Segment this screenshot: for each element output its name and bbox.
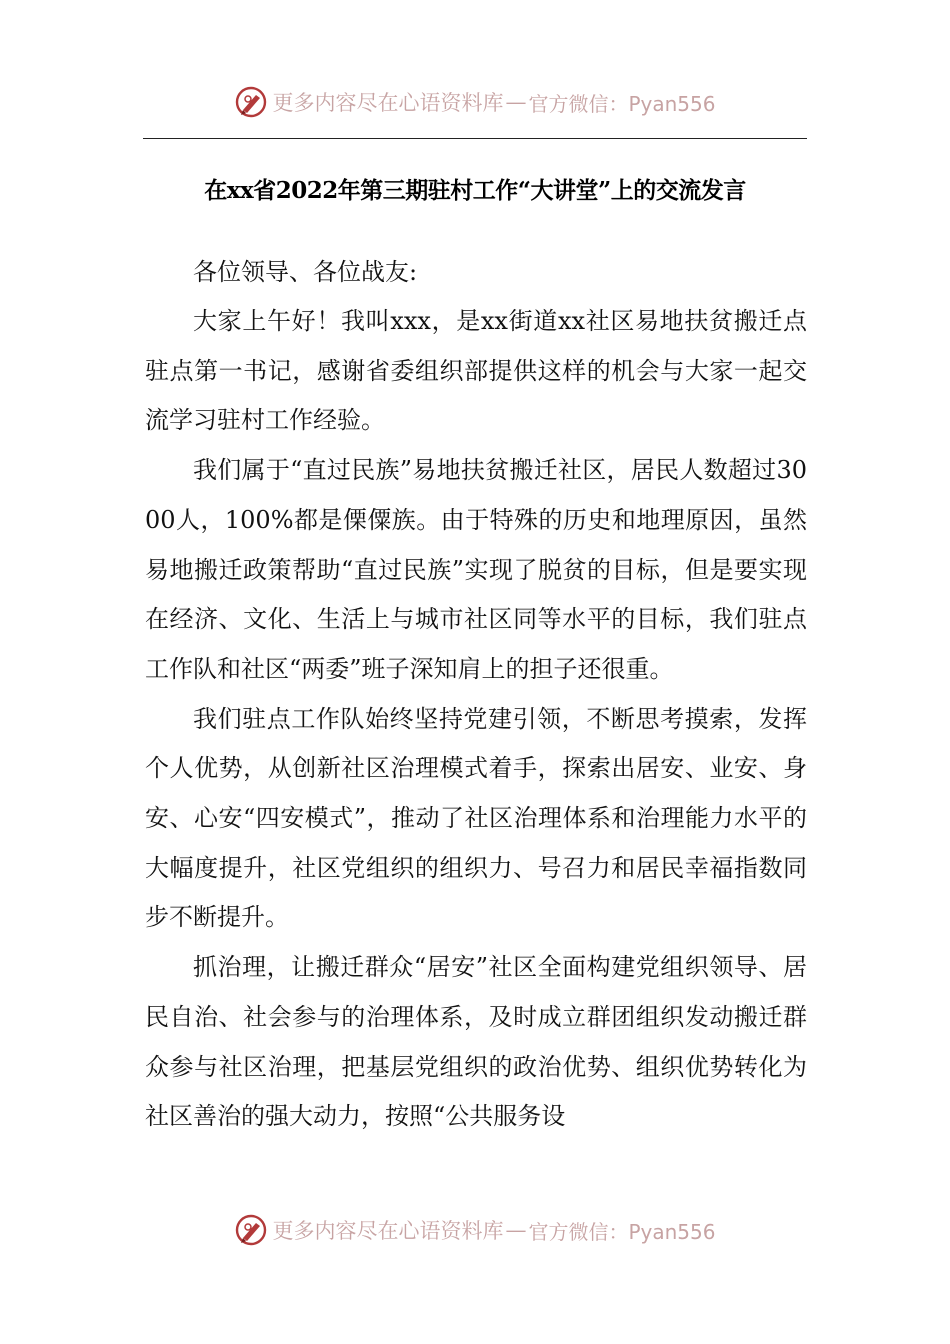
- header-banner-text: 更多内容尽在心语资料库: [272, 91, 504, 115]
- paragraph-4: 抓治理，让搬迁群众“居安”社区全面构建党组织领导、居民自治、社会参与的治理体系，及时成立群团组织发动搬迁群众参与社区治理，把基层党组织的政治优势、组织优势转化为社区善治的强大动力，按照“公共服务设: [145, 953, 807, 1131]
- header-divider: [143, 138, 807, 139]
- footer-banner-contact: 官方微信：Pyan556: [528, 1219, 716, 1244]
- document-body: [145, 248, 807, 1142]
- header-banner: [0, 80, 950, 124]
- paragraph-1: 大家上午好！我叫xxx，是xx街道xx社区易地扶贫搬迁点驻点第一书记，感谢省委组织部提供这样的机会与大家一起交流学习驻村工作经验。: [145, 307, 807, 435]
- footer-banner-text: 更多内容尽在心语资料库: [272, 1219, 504, 1243]
- footer-banner: [0, 1208, 950, 1252]
- paragraph-2: 我们属于“直过民族”易地扶贫搬迁社区，居民人数超过3000人，100%都是傈僳族。由于特殊的历史和地理原因，虽然易地搬迁政策帮助“直过民族”实现了脱贫的目标，但是要实现在经济、文化、生活上与城市社区同等水平的目标，我们驻点工作队和社区“两委”班子深知肩上的担子还很重。: [145, 456, 807, 683]
- header-banner-contact: 官方微信：Pyan556: [528, 91, 716, 116]
- document-title: 在xx省2022年第三期驻村工作“大讲堂”上的交流发言: [204, 177, 746, 204]
- salutation: 各位领导、各位战友:: [193, 258, 418, 286]
- header-banner-dash: —: [505, 90, 527, 114]
- pen-logo-icon: [234, 85, 268, 119]
- paragraph-3: 我们驻点工作队始终坚持党建引领，不断思考摸索，发挥个人优势，从创新社区治理模式着手，探索出居安、业安、身安、心安“四安模式”，推动了社区治理体系和治理能力水平的大幅度提升，社区党组织的组织力、号召力和居民幸福指数同步不断提升。: [145, 704, 807, 932]
- pen-logo-icon: [234, 1213, 268, 1247]
- footer-banner-dash: —: [505, 1218, 527, 1242]
